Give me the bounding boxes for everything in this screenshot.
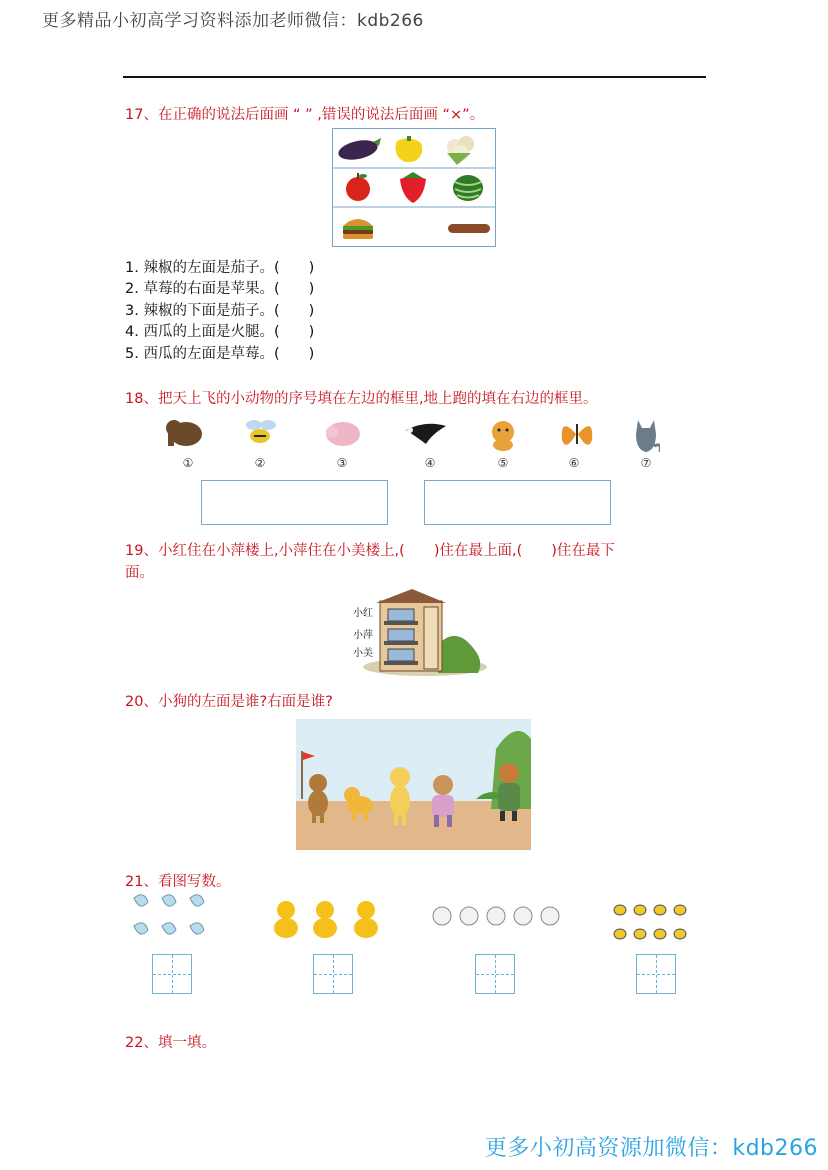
eggplant-icon bbox=[337, 137, 381, 163]
q17-item-5: 5. 西瓜的左面是草莓。( ) bbox=[125, 346, 315, 362]
sausage-icon bbox=[448, 224, 490, 233]
answer-box-kittens[interactable] bbox=[475, 954, 515, 994]
elephant-icon bbox=[166, 420, 202, 446]
q17-item-1: 1. 辣椒的左面是茄子。( ) bbox=[125, 260, 315, 276]
q17-title: 17、在正确的说法后面画 “ ” ,错误的说法后面画 “×”。 bbox=[125, 107, 485, 123]
q21-counting-pictures bbox=[128, 888, 708, 948]
pepper-icon bbox=[396, 136, 423, 162]
q17-item-3: 3. 辣椒的下面是茄子。( ) bbox=[125, 303, 315, 319]
q17-item-4: 4. 西瓜的上面是火腿。( ) bbox=[125, 324, 315, 340]
animal-number-1: ① bbox=[182, 456, 194, 470]
q20-title: 20、小狗的左面是谁?右面是谁? bbox=[125, 694, 333, 710]
animal-number-7: ⑦ bbox=[640, 456, 652, 470]
answer-box-bees[interactable] bbox=[636, 954, 676, 994]
cauliflower-icon bbox=[447, 136, 474, 165]
animal-number-5: ⑤ bbox=[497, 456, 509, 470]
building-label-xiaoping: 小萍 bbox=[353, 630, 373, 641]
q18-animals bbox=[160, 412, 660, 454]
answer-box-butterflies[interactable] bbox=[152, 954, 192, 994]
q22-title: 22、填一填。 bbox=[125, 1035, 216, 1051]
q18-flying-answer-box[interactable] bbox=[201, 480, 388, 525]
q17-food-grid bbox=[332, 128, 496, 247]
header-rule bbox=[123, 76, 706, 78]
eagle-icon bbox=[406, 424, 446, 444]
strawberry-icon bbox=[400, 172, 426, 203]
page-header: 更多精品小初高学习资料添加老师微信：kdb266 bbox=[42, 11, 424, 31]
q18-title: 18、把天上飞的小动物的序号填在左边的框里,地上跑的填在右边的框里。 bbox=[125, 391, 598, 407]
q19-title-line1: 19、小红住在小萍楼上,小萍住在小美楼上,( )住在最上面,( )住在最下 bbox=[125, 543, 615, 559]
animal-number-4: ④ bbox=[424, 456, 436, 470]
animal-number-2: ② bbox=[254, 456, 266, 470]
pig-icon bbox=[326, 422, 360, 446]
cat-icon bbox=[636, 420, 660, 452]
animal-number-6: ⑥ bbox=[568, 456, 580, 470]
q18-walking-answer-box[interactable] bbox=[424, 480, 611, 525]
q19-title-line2: 面。 bbox=[125, 565, 154, 581]
watermelon-icon bbox=[453, 175, 483, 201]
animal-number-3: ③ bbox=[336, 456, 348, 470]
kitten-icon bbox=[433, 907, 559, 925]
q21-title: 21、看图写数。 bbox=[125, 874, 231, 890]
building-label-xiaomei: 小美 bbox=[353, 648, 373, 659]
apple-icon bbox=[346, 173, 370, 201]
dog-icon bbox=[492, 421, 514, 451]
hamburger-icon bbox=[343, 219, 373, 239]
q20-animals-scene bbox=[296, 719, 531, 850]
answer-box-chicks[interactable] bbox=[313, 954, 353, 994]
building-label-xiaohong: 小红 bbox=[353, 608, 373, 619]
q17-item-2: 2. 草莓的右面是苹果。( ) bbox=[125, 281, 315, 297]
food-grid-svg bbox=[333, 129, 495, 246]
butterfly-icon bbox=[562, 424, 592, 445]
butterfly-icon bbox=[134, 895, 204, 934]
chick-icon bbox=[274, 901, 378, 938]
page-footer: 更多小初高资源加微信：kdb266 bbox=[484, 1136, 818, 1161]
bee-icon bbox=[246, 420, 276, 443]
bee-icon bbox=[614, 905, 686, 939]
q19-building-picture bbox=[340, 585, 490, 677]
